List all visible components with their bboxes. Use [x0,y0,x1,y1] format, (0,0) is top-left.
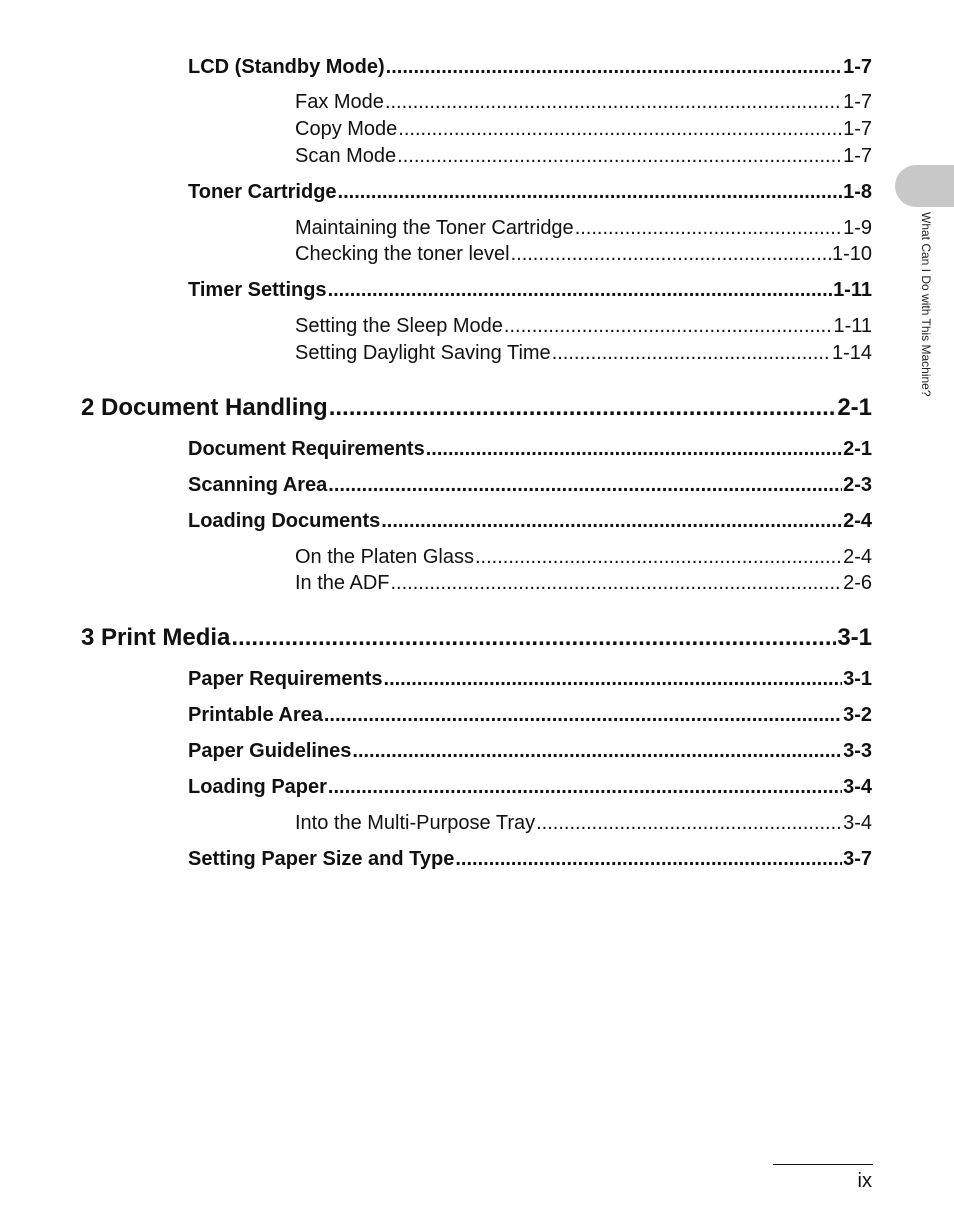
dot-leader [384,668,843,691]
toc-entry-page: 1-9 [843,217,872,239]
toc-entry-page: 3-2 [843,704,872,726]
toc-entry-chapter[interactable] [81,394,872,424]
toc-entry-page: 1-7 [843,145,872,167]
toc-entry-chapter[interactable] [81,624,872,654]
dot-leader [426,438,842,461]
dot-leader [328,474,842,497]
toc-entry-section[interactable] [188,279,872,305]
dot-leader [328,279,833,302]
dot-leader [397,145,842,168]
dot-leader [455,848,842,871]
dot-leader [536,812,842,835]
toc-entry-title: Document Requirements [188,438,425,460]
toc-entry-section[interactable] [188,56,872,82]
toc-entry-title: Toner Cartridge [188,181,337,203]
chapter-tab-label: What Can I Do with This Machine? [919,212,933,397]
dot-leader [329,394,837,422]
dot-leader [385,91,842,114]
toc-entry-page: 3-7 [843,848,872,870]
toc-entry-title: Paper Requirements [188,668,383,690]
toc-entry-page: 2-6 [843,572,872,594]
toc-entry-section[interactable] [188,181,872,207]
dot-leader [328,776,842,799]
toc-entry-sub[interactable] [295,118,872,144]
toc-entry-page: 3-1 [837,624,872,651]
toc-entry-title: On the Platen Glass [295,546,474,568]
toc-entry-title: Setting Paper Size and Type [188,848,455,870]
toc-entry-title: Timer Settings [188,279,327,301]
dot-leader [338,181,843,204]
toc-entry-section[interactable] [188,668,872,694]
dot-leader [511,243,831,266]
toc-entry-title: 2 Document Handling [81,394,328,421]
toc-entry-title: Printable Area [188,704,323,726]
toc-entry-section[interactable] [188,510,872,536]
toc-entry-title: Loading Paper [188,776,327,798]
toc-entry-title: Paper Guidelines [188,740,352,762]
toc-entry-title: In the ADF [295,572,390,594]
dot-leader [552,342,831,365]
toc-entry-sub[interactable] [295,217,872,243]
toc-entry-sub[interactable] [295,243,872,269]
dot-leader [352,740,842,763]
toc-entry-title: Into the Multi-Purpose Tray [295,812,536,834]
toc-entry-title: Setting Daylight Saving Time [295,342,551,364]
toc-entry-page: 2-1 [843,438,872,460]
dot-leader [231,624,836,652]
toc-entry-section[interactable] [188,704,872,730]
toc-entry-sub[interactable] [295,315,872,341]
toc-entry-page: 1-11 [833,315,872,337]
toc-entry-page: 3-4 [843,812,872,834]
footer-rule [773,1164,873,1165]
dot-leader [386,56,842,79]
toc-entry-section[interactable] [188,474,872,500]
toc-entry-sub[interactable] [295,572,872,598]
toc-entry-page: 1-14 [831,342,872,364]
toc-entry-sub[interactable] [295,812,872,838]
toc-entry-page: 3-3 [843,740,872,762]
toc-entry-sub[interactable] [295,546,872,572]
toc-entry-page: 1-7 [843,91,872,113]
toc-entry-section[interactable] [188,438,872,464]
toc-entry-section[interactable] [188,848,872,874]
toc-entry-sub[interactable] [295,342,872,368]
toc-entry-page: 2-1 [837,394,872,421]
toc-entry-title: LCD (Standby Mode) [188,56,385,78]
toc-entry-page: 3-4 [843,776,872,798]
toc-entry-sub[interactable] [295,91,872,117]
dot-leader [324,704,842,727]
toc-entry-page: 1-7 [843,118,872,140]
toc-entry-title: Copy Mode [295,118,398,140]
dot-leader [575,217,842,240]
dot-leader [398,118,842,141]
toc-entry-title: Checking the toner level [295,243,510,265]
dot-leader [475,546,842,569]
toc-entry-page: 1-11 [833,279,872,301]
toc-entry-title: Scanning Area [188,474,328,496]
page-number: ix [857,1170,872,1192]
toc-entry-page: 3-1 [843,668,872,690]
toc-entry-title: Loading Documents [188,510,381,532]
toc-entry-title: Maintaining the Toner Cartridge [295,217,574,239]
dot-leader [391,572,843,595]
dot-leader [381,510,842,533]
toc-entry-page: 1-10 [831,243,872,265]
toc-entry-title: Fax Mode [295,91,384,113]
toc-entry-sub[interactable] [295,145,872,171]
toc-entry-title: Scan Mode [295,145,397,167]
toc-entry-page: 2-3 [843,474,872,496]
toc-entry-section[interactable] [188,776,872,802]
toc-entry-section[interactable] [188,740,872,766]
toc-entry-title: 3 Print Media [81,624,231,651]
toc-entry-page: 2-4 [843,510,872,532]
dot-leader [504,315,833,338]
toc-entry-page: 1-8 [843,181,872,203]
toc-entry-page: 1-7 [843,56,872,78]
toc-entry-title: Setting the Sleep Mode [295,315,503,337]
toc-entry-page: 2-4 [843,546,872,568]
